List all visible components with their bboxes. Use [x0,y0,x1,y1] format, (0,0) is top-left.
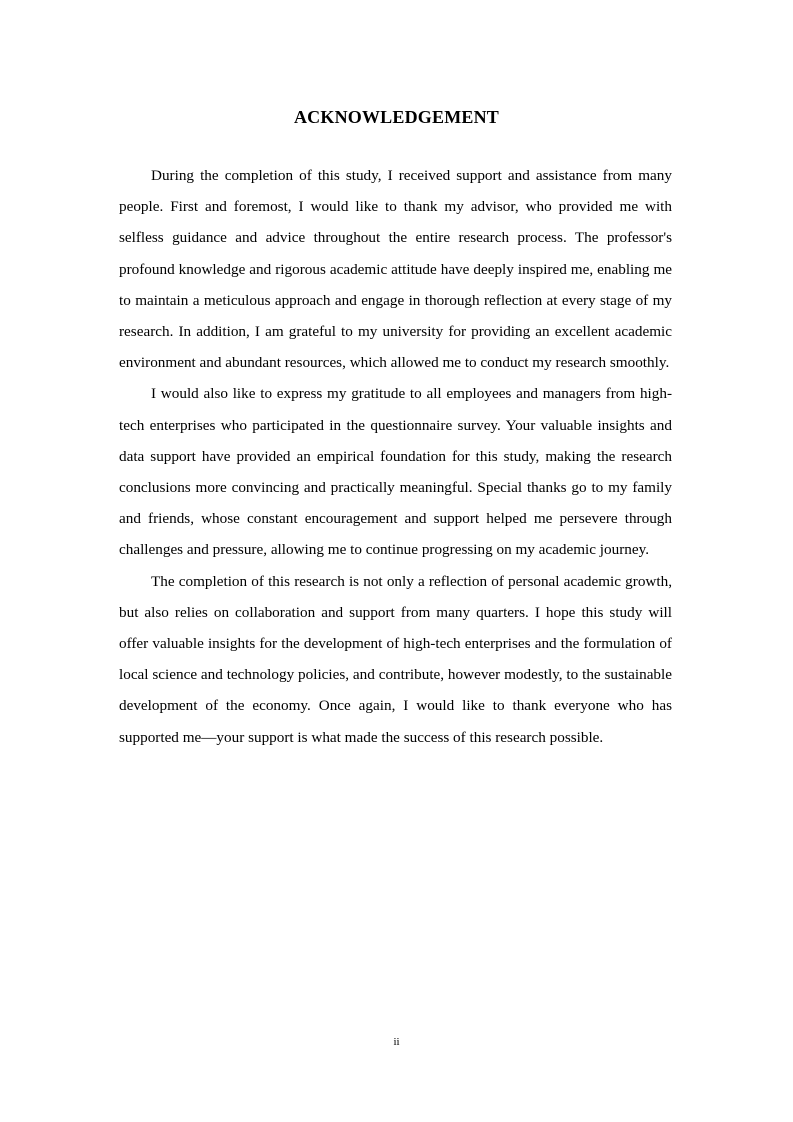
acknowledgement-body [119,160,672,753]
paragraph-3: The completion of this research is not only a reflection of personal academic growth, but also relies on collaboration and support from many quarters. I hope this study will offer valuable insights for the development of high-tech enterprises and the formulation of local science and technology policies, and contribute, however modestly, to the sustainable development of the economy. Once again, I would like to thank everyone who has supported me—your support is what made the success of this research possible. [119,572,672,746]
paragraph-2: I would also like to express my gratitude to all employees and managers from high-tech enterprises who participated in the questionnaire survey. Your valuable insights and data support have provided an empirical foundation for this study, making the research conclusions more convincing and practically meaningful. Special thanks go to my family and friends, whose constant encouragement and support helped me persevere through challenges and pressure, allowing me to continue progressing on my academic journey. [119,385,672,559]
page-title: ACKNOWLEDGEMENT [293,107,500,127]
page-number: ii [393,1036,400,1048]
paragraph-1: During the completion of this study, I received support and assistance from many people. First and foremost, I would like to thank my advisor, who provided me with selfless guidance and advice throughout the entire research process. The professor's profound knowledge and rigorous academic attitude have deeply inspired me, enabling me to maintain a meticulous approach and engage in thorough reflection at every stage of my research. In addition, I am grateful to my university for providing an excellent academic environment and abundant resources, which allowed me to conduct my research smoothly. [119,167,672,372]
